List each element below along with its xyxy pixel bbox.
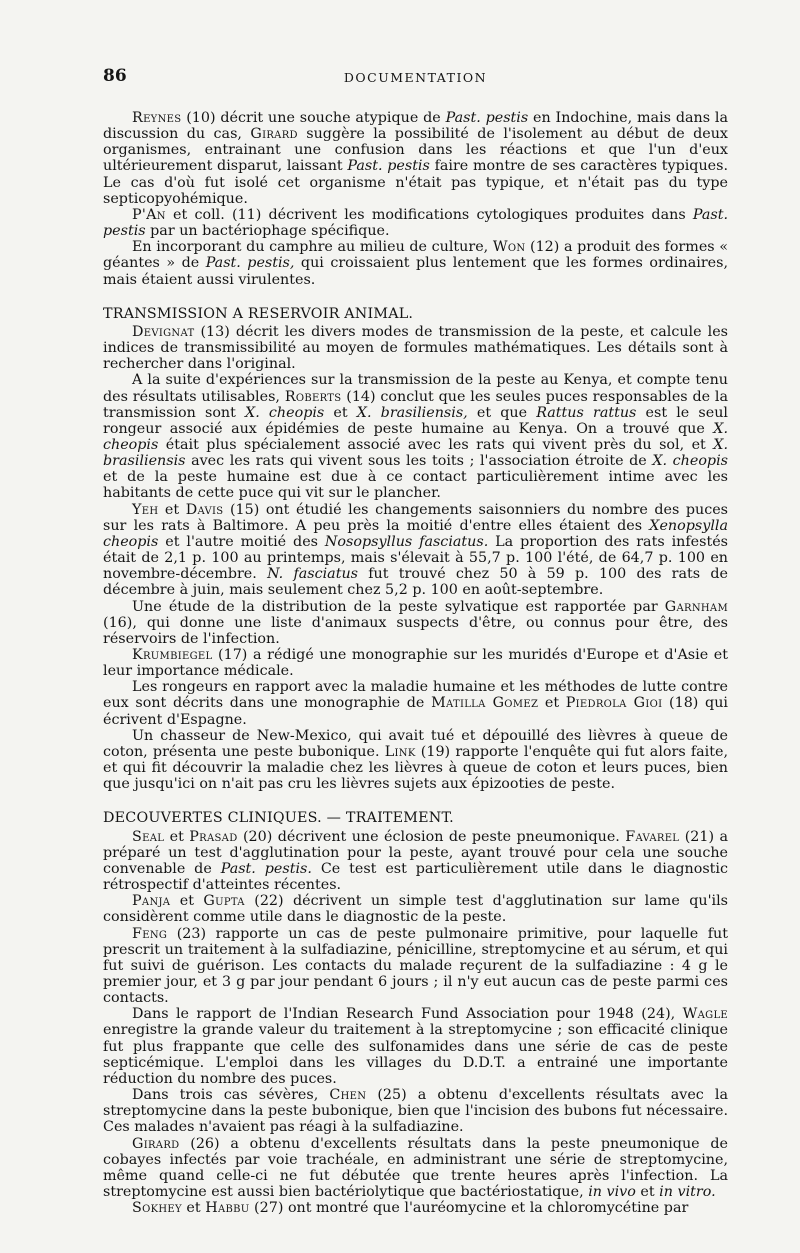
- author-name: Piedrola Gioi: [565, 695, 663, 712]
- author-name: Prasad: [189, 828, 238, 845]
- species-name: Xenopsylla cheopis: [103, 517, 728, 550]
- author-name: Girard: [250, 126, 298, 143]
- paragraph-rongeurs: Les rongeurs en rapport avec la maladie humaine et les méthodes de lutte contre eux sont décrits dans une monographie de Matilla Gomez et Piedrola Gioi (18) qui écrivent d'Espagne.: [103, 679, 728, 728]
- paragraph-won: En incorporant du camphre au milieu de culture, Won (12) a produit des formes « géantes » de Past. pestis, qui croissaient plus lentement que les formes ordinaires, mais étaient aussi virulentes.: [103, 239, 729, 288]
- paragraph-reynes: Reynes (10) décrit une souche atypique de Past. pestis en Indochine, mais dans la discussion du cas, Girard suggère la possibilité de l'isolement au début de deux organismes, entrainant une confusion dans les réactions et que l'un d'eux ultérieurement disparut, laissant Past. pestis faire montre de ses caractères typiques. Le cas d'où fut isolé cet organisme n'était pas typique, et n'était pas du type septicopyohémique.: [103, 110, 729, 207]
- author-name: Girard: [132, 1135, 180, 1152]
- author-name: Sokhey: [132, 1200, 182, 1217]
- paragraph-sokhey-habbu: Sokhey et Habbu (27) ont montré que l'auréomycine et la chloromycétine par: [132, 1200, 689, 1217]
- author-name: Devignat: [132, 323, 195, 340]
- section-heading-clinical: DECOUVERTES CLINIQUES. — TRAITEMENT.: [103, 810, 454, 827]
- page-header: [103, 66, 728, 92]
- paragraph-girard: Girard (26) a obtenu d'excellents résultats dans la peste pneumonique de cobayes infectés par voie trachéale, en administrant une série de streptomycine, même quand celle-ci ne fut débutée que trente heures après l'infection. La streptomycine est aussi bien bactériolytique que bactériostatique, in vivo et in vitro.: [103, 1135, 728, 1200]
- species-name: X. brasiliensis: [103, 436, 728, 470]
- species-name: Rattus rattus: [536, 404, 637, 421]
- paragraph-yeh-davis: Yeh et Davis (15) ont étudié les changements saisonniers du nombre des puces sur les rats à Baltimore. A peu près la moitié d'entre elles étaient des Xenopsylla cheopis et l'autre moitié des Nosopsyllus fasciatus. La proportion des rats infestés était de 2,1 p. 100 au printemps, mais s'élevait à 55,7 p. 100 l'été, de 64,7 p. 100 en novembre-décembre. N. fasciatus fut trouvé chez 50 à 59 p. 100 des rats de décembre à juin, mais seulement chez 5,2 p. 100 en août-septembre.: [103, 501, 729, 599]
- author-name: Panja: [132, 893, 171, 910]
- latin-term: in vitro.: [659, 1184, 716, 1200]
- running-title: DOCUMENTATION: [343, 70, 488, 85]
- author-name: Won: [492, 239, 526, 256]
- author-name: Roberts: [284, 388, 342, 405]
- paragraph-krumbiegel: Krumbiegel (17) a rédigé une monographie sur les muridés d'Europe et d'Asie et leur importance médicale.: [103, 647, 728, 680]
- author-name: Wagle: [682, 1006, 728, 1023]
- author-name: Krumbiegel: [132, 647, 213, 663]
- author-name: Habbu: [205, 1200, 250, 1217]
- author-name: Feng: [132, 925, 168, 942]
- author-name: Yeh: [132, 501, 159, 518]
- paragraph-feng: Feng (23) rapporte un cas de peste pulmonaire primitive, pour laquelle fut prescrit un traitement à la sulfadiazine, pénicilline, streptomycine et au sérum, et qui fut suivi de guérison. Les contacts du malade reçurent de la sulfadiazine : 4 g le premier jour, et 3 g par jour pendant 6 jours ; il n'y eut aucun cas de peste parmi ces contacts.: [103, 925, 728, 1007]
- paragraph-link: Un chasseur de New-Mexico, qui avait tué et dépouillé des lièvres à queue de coton, présenta une peste bubonique. Link (19) rapporte l'enquête qui fut alors faite, et qui fit découvrir la maladie chez les lièvres à queue de coton et leurs puces, bien que jusqu'ici on n'ait pas cru les lièvres sujets aux épizooties de peste.: [103, 727, 728, 793]
- species-name: Past. pestis: [347, 158, 430, 175]
- species-name: Past. pestis,: [205, 255, 295, 272]
- paragraph-chen: Dans trois cas sévères, Chen (25) a obtenu d'excellents résultats avec la streptomycine dans la peste bubonique, bien que l'incision des bubons fut nécessaire. Ces malades n'avaient pas réagi à la sulfadiazine.: [103, 1087, 728, 1136]
- species-name: N. fasciatus: [267, 566, 358, 583]
- author-name: Davis: [185, 501, 224, 518]
- author-name: P'An: [132, 206, 166, 223]
- author-name: Link: [384, 743, 416, 760]
- species-name: X. brasiliensis,: [356, 404, 468, 421]
- paragraph-devignat: Devignat (13) décrit les divers modes de transmission de la peste, et calcule les indices de transmissibilité au moyen de formules mathématiques. Les détails sont à rechercher dans l'original.: [103, 323, 728, 373]
- paragraph-seal-prasad: Seal et Prasad (20) décrivent une éclosion de peste pneumonique. Favarel (21) a préparé un test d'agglutination pour la peste, ayant trouvé pour cela une souche convenable de Past. pestis. Ce test est particulièrement utile dans le diagnostic rétrospectif d'atteintes récentes.: [103, 828, 728, 894]
- species-name: X. cheopis: [245, 404, 325, 421]
- species-name: Past. pestis: [445, 110, 529, 126]
- species-name: X. cheopis: [652, 453, 728, 470]
- species-name: Past. pestis.: [220, 860, 312, 877]
- species-name: X. cheopis: [103, 420, 728, 453]
- author-name: Seal: [132, 828, 165, 845]
- species-name: Past. pestis: [103, 206, 728, 240]
- paragraph-roberts: A la suite d'expériences sur la transmission de la peste au Kenya, et compte tenu des résultats utilisables, Roberts (14) conclut que les seules puces responsables de la transmission sont X. cheopis et X. brasiliensis, et que Rattus rattus est le seul rongeur associé aux épidémies de peste humaine au Kenya. On a trouvé que X. cheopis était plus spécialement associé avec les rats qui vivent près du sol, et X. brasiliensis avec les rats qui vivent sous les toits ; l'association étroite de X. cheopis et de la peste humaine est due à ce contact particulièrement intime avec les habitants de cette puce qui vit sur le plancher.: [103, 372, 728, 502]
- author-name: Gupta: [203, 893, 245, 910]
- paragraph-garnham: Une étude de la distribution de la peste sylvatique est rapportée par Garnham (16), qui donne une liste d'animaux suspects d'être, ou connus pour être, des réservoirs de l'infection.: [103, 598, 728, 647]
- author-name: Garnham: [664, 598, 728, 615]
- author-name: Matilla Gomez: [431, 695, 539, 712]
- latin-term: in vivo: [588, 1184, 636, 1200]
- section-heading-transmission: TRANSMISSION A RESERVOIR ANIMAL.: [103, 305, 414, 322]
- author-name: Reynes: [132, 110, 182, 126]
- author-name: Favarel: [625, 828, 680, 845]
- paragraph-panja-gupta: Panja et Gupta (22) décrivent un simple test d'agglutination sur lame qu'ils considèrent comme utile dans le diagnostic de la peste.: [103, 893, 728, 926]
- author-name: Chen: [329, 1087, 367, 1104]
- page-number: 86: [103, 66, 127, 86]
- species-name: Nosopsyllus fasciatus.: [324, 533, 489, 550]
- paragraph-pan: P'An et coll. (11) décrivent les modifications cytologiques produites dans Past. pestis par un bactériophage spécifique.: [103, 206, 728, 240]
- paragraph-wagle: Dans le rapport de l'Indian Research Fund Association pour 1948 (24), Wagle enregistre la grande valeur du traitement à la streptomycine ; son efficacité clinique fut plus frappante que celle des sulfonamides dans une série de cas de peste septicémique. L'emploi dans les villages du D.D.T. a entrainé une importante réduction du nombre des puces.: [103, 1006, 728, 1087]
